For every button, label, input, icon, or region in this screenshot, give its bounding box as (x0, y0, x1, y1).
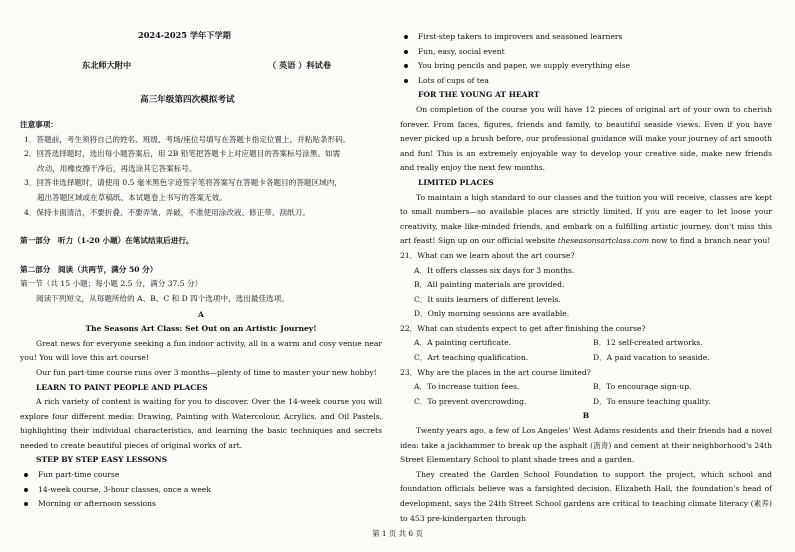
passage-a-heading-3: FOR THE YOUNG AT HEART (418, 90, 540, 100)
list-item: Morning or afternoon sessions (20, 497, 382, 512)
passage-a-heading-1: LEARN TO PAINT PEOPLE AND PLACES (36, 382, 208, 392)
right-column (400, 30, 772, 526)
option: A．To increase tuition fees. (414, 382, 520, 392)
part2-heading: 第二部分 阅读（共两节，满分 50 分） (20, 264, 158, 274)
question-22: 22．What can students expect to get after finishing the course? A．A painting certificate. B．12 self-created artworks. C．Art teaching qualification. D．A paid vacation to seaside. (400, 322, 772, 366)
option: D．To ensure teaching quality. (593, 396, 711, 406)
passage-a-paragraph-1: A rich variety of content is waiting for you to discover. Over the 14-week course you will explore four different media: Drawing, Painting with Watercolour, Acrylics, and Oil Pastels, highlighting their individual characteristics, and learning the basic techniques and secrets needed to create beautiful pieces of original works of art. (20, 397, 382, 450)
option: D．Only morning sessions are available. (414, 309, 570, 319)
question-23: 23．Why are the places in the art course limited? A．To increase tuition fees. B．To encourage sign-up. C．To prevent overcrowding. D．To ensure teaching quality. (400, 366, 772, 410)
page-number: 第 1 页 共 6 页 (372, 529, 423, 538)
list-item: 14-week course, 3-hour classes, once a week (20, 483, 382, 498)
passage-a-intro: Great news for everyone seeking a fun indoor activity, all in a warm and cosy venue near you! You will love this art course! (20, 338, 382, 363)
passage-b-paragraph-1: Twenty years ago, a few of Los Angeles' West Adams residents and their friends had a novel idea: take a jackhammer to break up the asphalt (沥青) and cement at their neighborhood's 24th Street Elementary School to plant shade trees and a garden. (400, 426, 772, 465)
list-item: Fun, easy, social event (400, 45, 772, 60)
term-label: 2024-2025 学年下学期 (138, 30, 231, 40)
notes-title: 注意事项： (20, 120, 58, 129)
question-stem: What can we learn about the art course? (417, 250, 575, 260)
bullet-icon (24, 488, 28, 492)
note-item: 2．回答选择题时，选出每小题答案后，用 2B 铅笔把答题卡上对应题目的答案标号涂黑。如需 (24, 149, 341, 159)
bullet-icon (404, 35, 408, 39)
option: B．All painting materials are provided. (414, 280, 565, 290)
question-stem: What can students expect to get after finishing the course? (417, 323, 646, 333)
note-item: 超出答题区域或在草稿纸、本试题卷上书写的答案无效。 (37, 192, 227, 202)
bullet-icon (24, 473, 28, 477)
bullet-icon (24, 502, 28, 506)
passage-a-letter: A (198, 309, 204, 319)
note-item: 1．答题前，考生须将自己的姓名、班级、考场/座位号填写在答题卡指定位置上，并粘贴条形码。 (24, 134, 351, 144)
passage-a-paragraph-3: To maintain a high standard to our classes and the tuition you will receive, classes are kept to small numbers—so available places are strictly limited. If you are eager to let loose your creativity, make like-minded friends, and embark on a fulfilling artistic journey, don't miss this art feast! Sign up on our official website theseasonsartclass.com now to find a branch near you! (400, 192, 772, 246)
note-item: 改动，用橡皮擦干净后，再选涂其它答案标号。 (37, 163, 197, 173)
option: B．To encourage sign-up. (593, 382, 692, 392)
subject-label: （ 英语 ）科试卷 (268, 60, 332, 70)
bullet-icon (404, 50, 408, 54)
option: D．A paid vacation to seaside. (593, 353, 710, 363)
option: C．It suits learners of different levels. (414, 294, 561, 304)
passage-a-title: The Seasons Art Class: Set Out on an Artistic Journey! (85, 324, 317, 334)
list-item: Lots of cups of tea (400, 74, 772, 89)
note-item: 4．保持卡面清洁，不要折叠、不要弄皱、弄破，不准使用涂改液、修正带、刮纸刀。 (24, 207, 310, 217)
option: C．To prevent overcrowding. (414, 396, 527, 406)
left-column (20, 118, 382, 512)
list-item: You bring pencils and paper, we supply everything else (400, 59, 772, 74)
bullet-icon (404, 64, 408, 68)
section1-heading: 第一节（共 15 小题；每小题 2.5 分，满分 37.5 分） (20, 279, 203, 289)
list-item: First-step takers to improvers and seasoned learners (400, 30, 772, 45)
passage-a-heading-2: STEP BY STEP EASY LESSONS (36, 455, 168, 465)
passage-b-paragraph-2: They created the Garden School Foundation to support the project, which school and foundation officials believe was a farsighted decision. Elizabeth Hall, the foundation's head of development, says the 24th Street School gardens are critical to teaching climate literacy (素养) to 453 pre-kindergarten through (400, 469, 772, 523)
passage-a-intro2: Our fun part-time course runs over 3 months—plenty of time to master your new hobby! (36, 367, 377, 377)
school-name: 东北师大附中 (82, 60, 132, 70)
question-stem: Why are the places in the art course limited? (417, 367, 591, 377)
reading-instruction: 阅读下列短文，从每题所给的 A、B、C 和 D 四个选项中，选出最佳选项。 (36, 293, 289, 303)
part1-heading: 第一部分 听力（1-20 小题）在笔试结束后进行。 (20, 236, 194, 246)
exam-title: 高三年级第四次模拟考试 (140, 95, 235, 105)
passage-a-paragraph-2: On completion of the course you will have 12 pieces of original art of your own to cherish forever. From faces, figures, friends and family, to beautiful seaside views. Even if you have never picked up a brush before, our professional guidance will make your journey of art smooth and fun! This is an extremely enjoyable way to develop your creative side, make new friends and really enjoy the next few months. (400, 104, 772, 173)
list-item: Fun part-time course (20, 468, 382, 483)
bullet-icon (404, 79, 408, 83)
passage-b-letter: B (582, 411, 590, 421)
option: A．It offers classes six days for 3 months. (414, 265, 575, 275)
option: A．A painting certificate. (414, 338, 511, 348)
website-link: theseasonsartclass.com (557, 236, 650, 246)
passage-a-heading-4: LIMITED PLACES (418, 177, 494, 187)
question-21: 21．What can we learn about the art course? A．It offers classes six days for 3 months. B．All painting materials are provided. C．It suits learners of different levels. D．Only morning sessions are available. (400, 249, 772, 322)
option: C．Art teaching qualification. (414, 353, 529, 363)
note-item: 3．回答非选择题时，请使用 0.5 毫米黑色字迹签字笔将答案写在答题卡各题目的答题区域内， (24, 178, 342, 188)
option: B．12 self-created artworks. (593, 338, 703, 348)
